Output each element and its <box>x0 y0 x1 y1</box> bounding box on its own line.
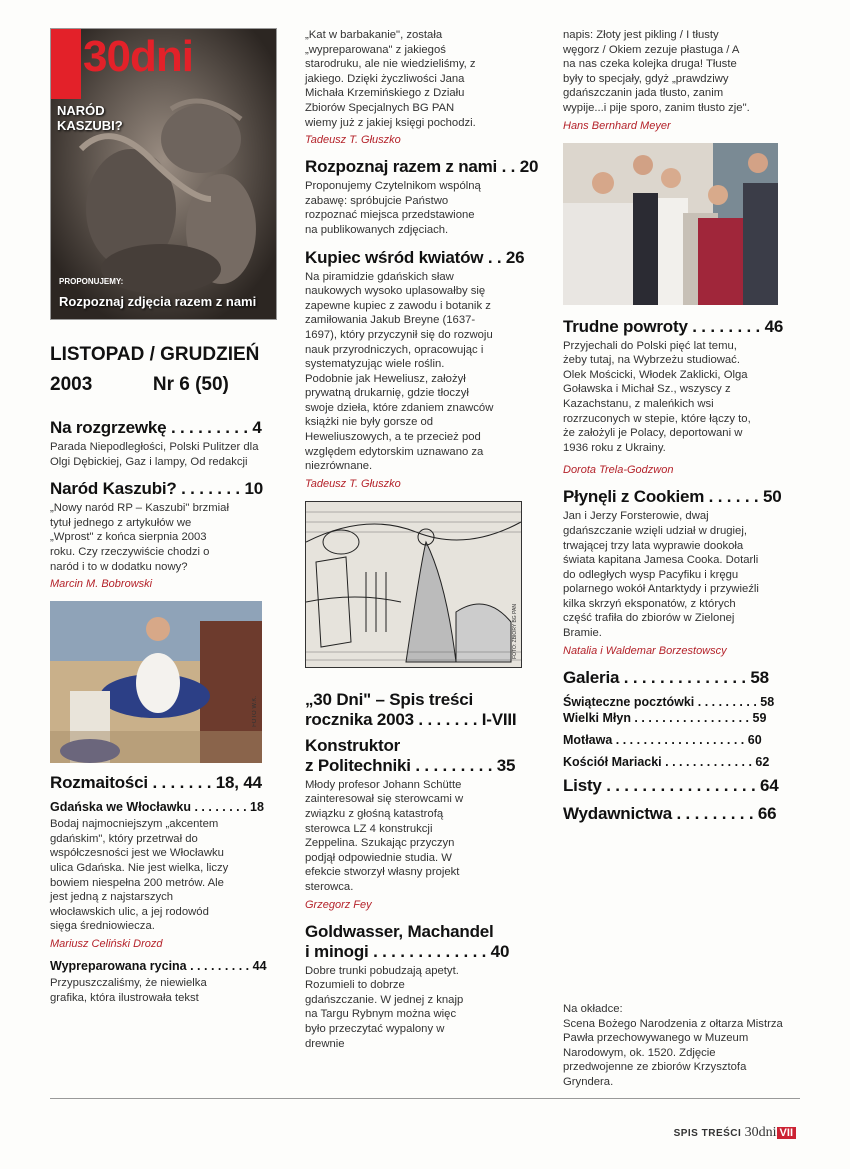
page-number: VII <box>777 1127 796 1139</box>
subentry-kosciol[interactable]: Kościół Mariacki . . . . . . . . . . . . . 62 <box>563 754 770 769</box>
subentry-title: Wypreparowana rycina . . . . . . . . . 44 <box>50 958 267 973</box>
toc-continuation-goldwasser <box>563 28 793 133</box>
entry-author: Natalia i Waldemar Borzestowscy <box>563 644 727 657</box>
entry-author: Tadeusz T. Głuszko <box>305 134 401 147</box>
entry-text: Proponujemy Czytelnikom wspólną zabawę: spróbujcie Państwo rozpoznać miejsca przedstawione na publikowanych zdjęciach. <box>305 180 481 236</box>
toc-entry-na-rozgrzewke[interactable] <box>50 418 275 469</box>
subentry-author: Mariusz Celiński Drozd <box>50 937 163 950</box>
column-2 <box>305 28 539 1051</box>
cover-caption-text: Scena Bożego Narodzenia z ołtarza Mistrza Pawła przechowywanego w Muzeum Narodowym, ok. 1520. Zdjęcie przedwojenne ze zbiorów Krzysztofa Gryndera. <box>563 1017 783 1088</box>
toc-subentry-gdanska[interactable] <box>50 799 275 951</box>
entry-author: Grzegorz Fey <box>305 898 372 911</box>
galeria-subentries <box>563 694 793 770</box>
toc-entry-goldwasser[interactable] <box>305 922 530 1052</box>
issue-number: Nr 6 (50) <box>152 374 229 395</box>
cover-logo: 30dni <box>83 32 193 81</box>
group-photo <box>563 143 778 305</box>
issue-year: 2003 <box>50 374 93 395</box>
entry-text: napis: Złoty jest pikling / I tłusty węgorz / Okiem zezuje płastuga / A na nas czeka kolejka druga! Tłuste były to specjały, gdyż „prawdziwy gdańszczanin jada tłusto, zanim wypije...i pije sporo, zanim tłusto zje". <box>563 29 750 114</box>
footer-rule <box>50 1098 800 1099</box>
footer-logo: 30dni <box>744 1125 777 1140</box>
entry-title-b: z Politechniki . . . . . . . . . 35 <box>305 755 516 775</box>
issue-info <box>50 340 275 400</box>
toc-entry-trudne-powroty[interactable] <box>563 317 793 478</box>
entry-title: Trudne powroty . . . . . . . . 46 <box>563 316 784 336</box>
entry-title-a: Goldwasser, Machandel <box>305 921 494 941</box>
dancers-photo <box>50 601 262 763</box>
column-3 <box>563 28 793 1088</box>
entry-title: Kupiec wśród kwiatów . . 26 <box>305 247 525 267</box>
cover-propose-label: PROPONUJEMY: <box>59 277 124 286</box>
entry-title: Na rozgrzewkę . . . . . . . . . 4 <box>50 418 262 437</box>
column-1 <box>50 28 275 1005</box>
entry-text: „Kat w barbakanie", została „wypreparowana" z jakiegoś starodruku, ale nie wiedzieliśmy, z jakiego. Dzięki życzliwości Jana Michała Krzemińskiego z Działu Zbiorów Specjalnych BG PAN wiemy już z jakiej księgi pochodzi. <box>305 29 476 129</box>
magazine-cover <box>50 28 277 320</box>
toc-entry-wydawnictwa[interactable]: Wydawnictwa . . . . . . . . . 66 <box>563 803 777 823</box>
subentry-title: Gdańska we Włocławku . . . . . . . . 18 <box>50 800 264 815</box>
cover-red-band <box>51 29 81 99</box>
entry-title: Płynęli z Cookiem . . . . . . 50 <box>563 487 782 507</box>
cover-propose-text: Rozpoznaj zdjęcia razem z nami <box>59 294 257 309</box>
photo-credit: FOTO W.K. <box>252 696 258 728</box>
subentry-motlawa[interactable]: Motława . . . . . . . . . . . . . . . . . . . 60 <box>563 732 762 747</box>
entry-text: Jan i Jerzy Forsterowie, dwaj gdańszczanie wzięli udział w drugiej, trwającej trzy lata wyprawie dookoła świata kapitana Jamesa Cooka. Dotarli do odległych wysp Pacyfiku i kręgu polarnego wokół Antarktydy i przywieźli kilka skrzyń eksponatów, z których część trafiła do zbiorów w Zielonej Bramie. <box>563 510 759 640</box>
entry-author: Tadeusz T. Głuszko <box>305 477 401 490</box>
entry-title-a: Konstruktor <box>305 735 401 755</box>
subentry-wielki-mlyn[interactable]: Wielki Młyn . . . . . . . . . . . . . . . . . 59 <box>563 710 767 725</box>
subentry-pocztowki[interactable]: Świąteczne pocztówki . . . . . . . . . 58 <box>563 694 775 709</box>
entry-text: Przyjechali do Polski pięć lat temu, żeby tutaj, na Wybrzeżu studiować. Olek Mościcki, Włodek Zaklicki, Olga Goławska i Michał Sz., wszyscy z Kazachstanu, z maleńkich wsi rozrzuconych w stepie, które łączy to, że założyli je Polacy, deportowani w 1936 roku z Ukrainy. <box>563 339 751 454</box>
image-credit: FOTO: ZBIORY BG PAN <box>512 603 518 659</box>
entry-title: Naród Kaszubi? . . . . . . . 10 <box>50 479 263 499</box>
entry-text: Na piramidzie gdańskich sław naukowych wysoko uplasowałby się zapewne kupiec z zawodu i botanik z zamiłowania Jakub Breyne (1637-1697), który przyczynił się do rozwoju nauk przyrodniczych, opracowując i systematyzując wiele roślin. Podobnie jak Heweliusz, założył prywatną drukarnię, gdzie tłoczył swoje dzieła, które zdaniem znawców książki nie były gorsze od Heweliuszowych, a te przecież pod względem edytorskim uznawano za niezrównane. <box>305 270 494 473</box>
toc-subentry-rycina[interactable] <box>50 958 275 1005</box>
engraving-image <box>305 501 522 668</box>
entry-text: Parada Niepodległości, Polski Pulitzer dla Olgi Dębickiej, Gaz i lampy, Od redakcji <box>50 441 259 468</box>
entry-title: Rozmaitości . . . . . . . 18, 44 <box>50 773 262 793</box>
cover-caption-label: Na okładce: <box>563 1003 623 1015</box>
footer <box>674 1125 796 1141</box>
entry-title-b: i minogi . . . . . . . . . . . . . 40 <box>305 941 510 961</box>
toc-entry-rozmaitosci[interactable] <box>50 773 275 1005</box>
entry-title: Rozpoznaj razem z nami . . 20 <box>305 157 539 177</box>
entry-title: Galeria . . . . . . . . . . . . . . 58 <box>563 667 769 687</box>
subentry-text: Przypuszczaliśmy, że niewielka grafika, która ilustrowała tekst <box>50 976 207 1004</box>
toc-entry-kupiec[interactable] <box>305 248 530 491</box>
footer-section: SPIS TREŚCI <box>673 1128 742 1139</box>
entry-text: „Nowy naród RP – Kaszubi" brzmiał tytuł jednego z artykułów we „Wprost" z końca sierpnia 2003 roku. Czy rzeczywiście chodzi o naród i to w dodatku nowy? <box>50 502 229 573</box>
entry-author: Marcin M. Bobrowski <box>50 578 153 591</box>
toc-entry-cook[interactable] <box>563 487 793 657</box>
toc-continuation-kat <box>305 28 530 147</box>
subentry-text: Bodaj najmocniejszym „akcentem gdańskim", który przetrwał do współczesności jest we Włocławku ulica Gdańska. Nie jest wielka, liczy bowiem niespełna 200 metrów. Ale jest jedną z najstarszych włocławskich ulic, a jej rodowód sięga średniowiecza. <box>50 818 229 933</box>
toc-entry-galeria[interactable] <box>563 668 793 770</box>
cover-headline: NARÓD KASZUBI? <box>57 103 123 133</box>
issue-months: LISTOPAD / GRUDZIEŃ <box>50 344 260 365</box>
toc-entry-konstruktor[interactable] <box>305 736 530 912</box>
toc-entry-listy[interactable]: Listy . . . . . . . . . . . . . . . . . 64 <box>563 775 779 795</box>
issue-year-number <box>50 370 275 400</box>
entry-author: Dorota Trela-Godzwon <box>563 464 674 477</box>
toc-entry-rozpoznaj[interactable] <box>305 157 539 237</box>
entry-text: Dobre trunki pobudzają apetyt. Rozumieli to dobrze gdańszczanie. W jednej z knajp na Targu Rybnym można więc było przeczytać wypalony w drewnie <box>305 964 464 1050</box>
entry-text: Młody profesor Johann Schütte zainteresował się sterowcami w związku z głośną katastrofą sterowca LZ 4 konstrukcji Zeppelina. Szukając przyczyn podjął odpowiednie studia. W efekcie stworzył własny projekt sterowca. <box>305 778 464 893</box>
entry-author: Hans Bernhard Meyer <box>563 119 671 132</box>
toc-entry-spis[interactable] <box>305 690 530 730</box>
entry-title-b: rocznika 2003 . . . . . . . I-VIII <box>305 709 517 729</box>
entry-title-a: „30 Dni" – Spis treści <box>305 689 474 709</box>
cover-caption <box>563 1002 793 1090</box>
toc-entry-narod-kaszubi[interactable] <box>50 479 275 591</box>
